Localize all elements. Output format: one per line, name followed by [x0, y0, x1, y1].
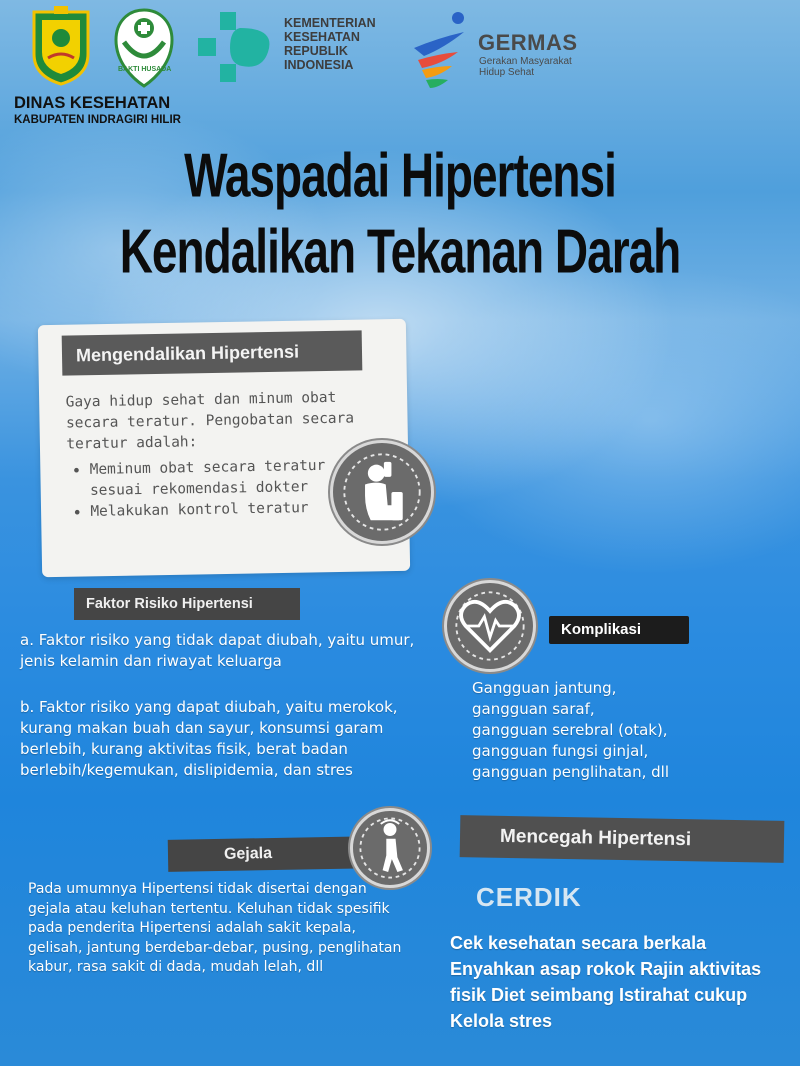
- germas-subtitle: Gerakan Masyarakat Hidup Sehat: [479, 56, 572, 78]
- bakti-husada-text: BAKTI HUSADA: [118, 66, 172, 73]
- mencegah-text: Cek kesehatan secara berkala Enyahkan asap rokok Rajin aktivitas fisik Diet seimbang Istirahat cukup Kelola stres: [450, 933, 762, 1031]
- main-title-line-1: Waspadai Hipertensi: [184, 139, 616, 211]
- list-item: • Meminum obat secara teratur sesuai rekomendasi dokter: [69, 456, 330, 503]
- mencegah-label: Mencegah Hipertensi: [460, 815, 785, 863]
- faktor-risiko-b: b. Faktor risiko yang dapat diubah, yaitu merokok, kurang makan buah dan sayur, konsumsi garam berlebih, kurang aktivitas fisik, berat badan berlebih/kegemukan, dislipidemia, dan stres: [20, 698, 398, 779]
- germas-icon: [408, 8, 474, 94]
- mengendalikan-list: [69, 456, 330, 524]
- dinas-title: DINAS KESEHATAN: [14, 94, 171, 112]
- kemenkes-icon: [190, 8, 278, 88]
- faktor-risiko-label: Faktor Risiko Hipertensi: [74, 588, 300, 620]
- main-title-line-2: Kendalikan Tekanan Darah: [119, 215, 681, 287]
- gejala-label: Gejala: [168, 836, 379, 872]
- kemenkes-text: KEMENTERIAN KESEHATAN REPUBLIK INDONESIA: [284, 16, 376, 72]
- gejala-text: Pada umumnya Hipertensi tidak disertai dengan gejala atau keluhan tertentu. Keluhan tidak spesifik pada penderita Hipertensi adalah sakit kepala, gelisah, jantung berdebar-debar, pusing, penglihatan kabur, rasa sakit di dada, mudah lelah, dll: [28, 881, 402, 975]
- drinking-medicine-icon: [330, 440, 434, 544]
- faktor-risiko-a: a. Faktor risiko yang tidak dapat diubah, yaitu umur, jenis kelamin dan riwayat keluarga: [20, 631, 415, 670]
- bakti-husada-icon: [112, 6, 176, 90]
- regency-shield-icon: [30, 4, 92, 86]
- komplikasi-label: Komplikasi: [549, 616, 689, 644]
- dinas-subtitle: KABUPATEN INDRAGIRI HILIR: [14, 114, 181, 126]
- cerdik-title: CERDIK: [476, 882, 582, 912]
- germas-title: GERMAS: [478, 30, 578, 55]
- heart-pulse-icon: [444, 580, 536, 672]
- dizzy-person-icon: [350, 808, 430, 888]
- mengendalikan-intro: Gaya hidup sehat dan minum obat secara teratur. Pengobatan secara teratur adalah:: [65, 389, 355, 453]
- komplikasi-list: Gangguan jantung, gangguan saraf, gangguan serebral (otak), gangguan fungsi ginjal, gangguan penglihatan, dll: [472, 679, 670, 781]
- mengendalikan-label: Mengendalikan Hipertensi: [62, 330, 363, 375]
- list-item: • Melakukan kontrol teratur: [70, 498, 330, 524]
